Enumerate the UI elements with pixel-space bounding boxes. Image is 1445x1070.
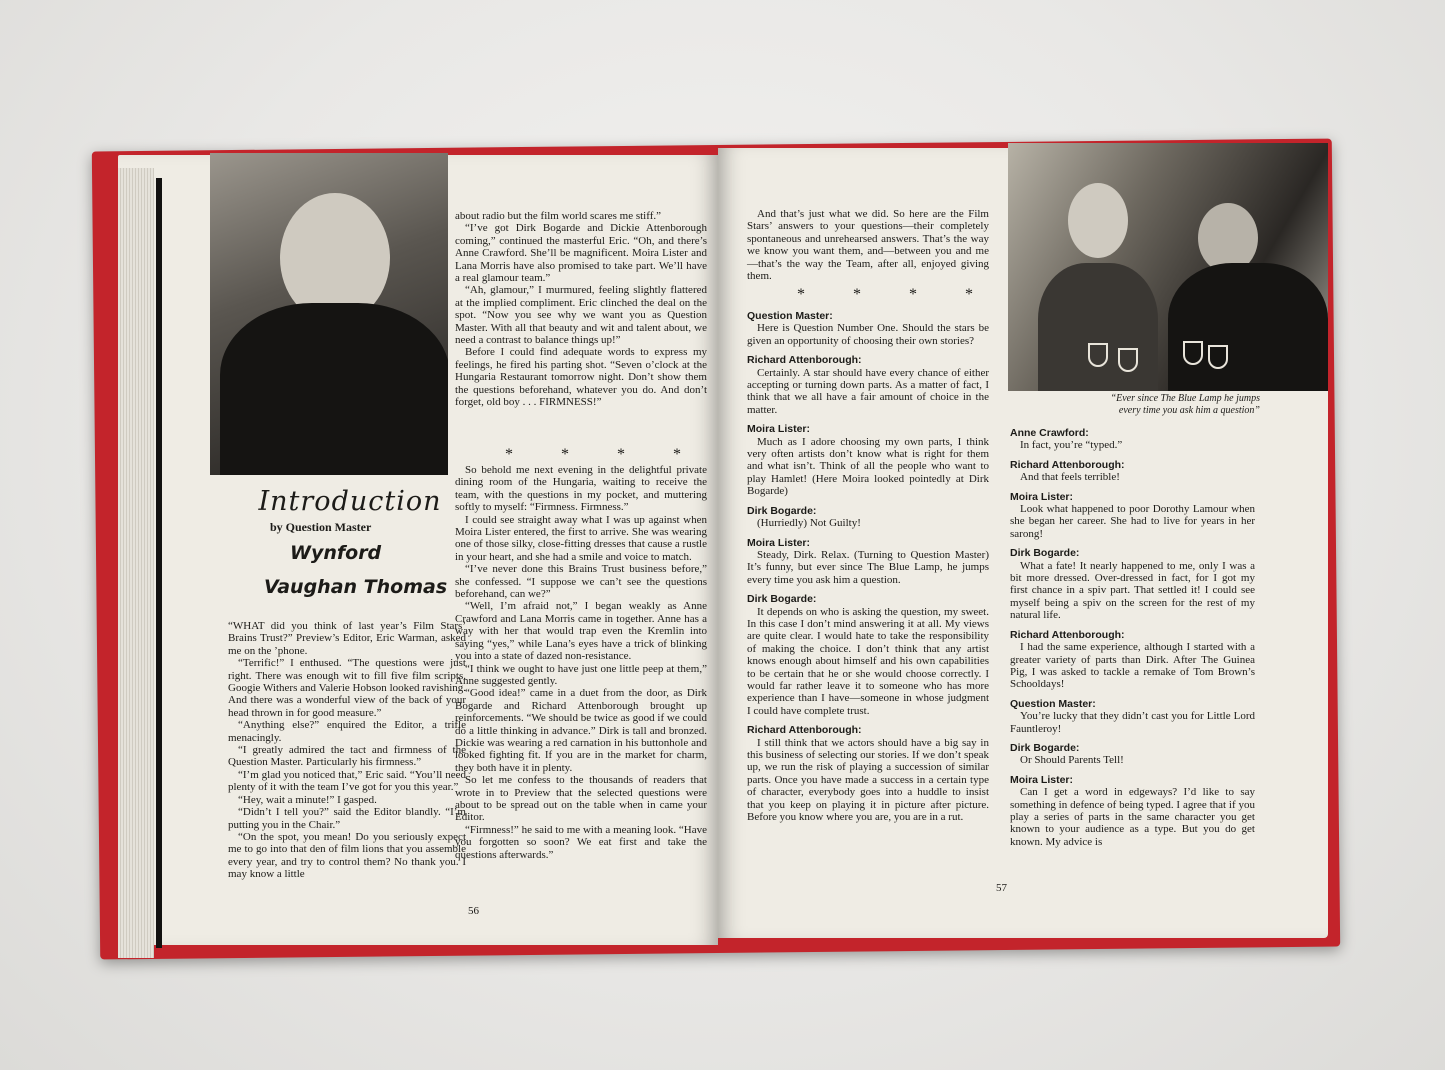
left-column-2a	[455, 210, 707, 409]
paragraph: “Well, I’m afraid not,” I began weakly as Anne Crawford and Lana Morris came in together. Anne has a way with her that would trap even the Kremlin into saying “yes,” while Lana’s eyes have a trick of blinking you into a state of dazed non-resistance.	[455, 600, 707, 663]
paragraph: “Good idea!” came in a duet from the door, as Dirk Bogarde and Richard Attenborough brought up reinforcements. “We should be twice as good if we could do a little thinking in advance.” Dirk is tall and bronzed. Dickie was wearing a red carnation in his buttonhole and looked fighting fit. If you are in the market for charm, they both have it in plenty.	[455, 687, 707, 774]
answer: What a fate! It nearly happened to me, only I was a bit more dressed. Over-dressed in fact, for I got my first chance in a spiv part. That settled it! I could see myself being a spiv on the screen for the rest of my natural life.	[1010, 559, 1255, 622]
speaker: Moira Lister:	[747, 423, 811, 436]
paragraph: “Didn’t I tell you?” said the Editor blandly. “I’m putting you in the Chair.”	[228, 806, 466, 831]
left-column-2b	[455, 464, 707, 861]
answer: In fact, you’re “typed.”	[1020, 439, 1123, 452]
speaker: Question Master:	[1010, 697, 1096, 710]
paragraph: about radio but the film world scares me stiff.”	[455, 210, 661, 222]
paragraph: “Terrific!” I enthused. “The questions were just right. There was enough wit to fill five film scripts. Googie Withers and Valerie Hobson looked ravishing. And there was a wonderful view of the back of your head thrown in for good measure.”	[228, 657, 466, 719]
answer: (Hurriedly) Not Guilty!	[757, 517, 861, 530]
paragraph: “I’ve never done this Brains Trust business before,” she confessed. “I suppose we can’t see the questions beforehand, can we?”	[455, 563, 707, 601]
black-margin-bar	[156, 178, 162, 948]
paragraph: “I greatly admired the tact and firmness of the Question Master. Particularly his firmness.”	[228, 744, 466, 769]
right-intro	[747, 208, 989, 282]
answer: I had the same experience, although I started with a greater variety of parts than Dirk. After The Guinea Pig, I was asked to tackle a remake of Tom Brown’s Schooldays!	[1010, 641, 1255, 691]
byline: by Question Master	[270, 520, 372, 534]
answer: Much as I adore choosing my own parts, I think very often artists don’t know what is right for them and what isn’t. Think of all the people who want to play Hamlet! (Here Moira looked pointedly at Dirk Bogarde)	[747, 435, 989, 498]
right-column-2	[1010, 420, 1255, 848]
answer: I still think that we actors should have a big say in this business of selecting our stories. If we don’t speak up, we run the risk of playing a succession of similar parts. Once you have made a success in a certain type of character, everybody goes into a huddle to insist that you keep on playing it in picture after picture. Before you know where you are, you are in a rut.	[747, 736, 989, 824]
speaker: Question Master:	[747, 310, 833, 322]
paragraph: “Firmness!” he said to me with a meaning look. “Have you forgotten so soon? We eat first and take the questions afterwards.”	[455, 823, 707, 861]
page-edges	[118, 168, 154, 958]
paragraph: And that’s just what we did. So here are the Film Stars’ answers to your questions—their completely spontaneous and unrehearsed answers. That’s the way we know you want them, and—between you and me—that’s the way the Team, after all, enjoyed giving them.	[747, 208, 989, 283]
answer: Look what happened to poor Dorothy Lamour when she began her career. She had to live for years in her sarong!	[1010, 503, 1255, 540]
photo-caption	[1020, 393, 1260, 417]
speaker: Richard Attenborough:	[747, 354, 862, 367]
speaker: Richard Attenborough:	[1010, 628, 1125, 641]
answer: Can I get a word in edgeways? I’d like to say something in defence of being typed. I agree that if you play a series of parts in the same character you get known to your audience as a type. But you do get known. My advice is	[1010, 786, 1255, 848]
speaker: Dirk Bogarde:	[747, 504, 817, 517]
paragraph: “Ah, glamour,” I murmured, feeling slightly flattered at the implied compliment. Eric clinched the deal on the spot. “Now you see why we want you as Question Master. With all that beauty and wit and talent about, we need a contrast to balance things up!”	[455, 284, 707, 347]
paragraph: “Anything else?” enquired the Editor, a trifle menacingly.	[228, 719, 466, 744]
speaker: Moira Lister:	[1010, 490, 1074, 503]
paragraph: Before I could find adequate words to express my feelings, he fired his parting shot. “Seven o’clock at the Hungaria Restaurant tomorrow night. Don’t show them the questions beforehand, whatever you do. And don’t forget, old boy . . . FIRMNESS!”	[455, 346, 707, 409]
paragraph: So let me confess to the thousands of readers that wrote in to Preview that the selected questions were about to be spread out on the table when in came your Editor.	[455, 774, 707, 824]
paragraph: I could see straight away what I was up against when Moira Lister entered, the first to arrive. She was wearing one of those silky, close-fitting dresses that cause a rustle in your heart, and she had a smile and voice to match.	[455, 513, 707, 563]
man-suit	[1168, 263, 1328, 391]
answer: It depends on who is asking the question, my sweet. In this case I don’t mind answering it at all. My views are quite clear. I would hate to take the responsibility of making the choice. I don’t think that any artist knows enough about himself and his own capabilities to be certain that he or she would choose correctly. I would far rather leave it to someone who has more experience than I have—someone in whose judgment I could have complete trust.	[747, 605, 989, 717]
answer: Or Should Parents Tell!	[1020, 754, 1124, 767]
team-photo	[1008, 143, 1328, 391]
answer: You’re lucky that they didn’t cast you for Little Lord Fauntleroy!	[1010, 710, 1255, 735]
wine-glass	[1208, 345, 1228, 369]
answer: Here is Question Number One. Should the stars be given an opportunity of choosing their own stories?	[747, 322, 989, 347]
speaker: Dirk Bogarde:	[1010, 547, 1080, 560]
speaker: Dirk Bogarde:	[747, 593, 817, 606]
answer: Certainly. A star should have every chance of either accepting or turning down parts. As a matter of fact, I think that we all have a fair amount of choice in the matter.	[747, 366, 989, 416]
portrait-suit	[220, 303, 448, 475]
paragraph: “Hey, wait a minute!” I gasped.	[238, 793, 377, 806]
left-column-1	[228, 620, 466, 881]
paragraph: “WHAT did you think of last year’s Film Stars’ Brains Trust?” Preview’s Editor, Eric Warman, asked me on the ’phone.	[228, 620, 466, 657]
right-column-1	[747, 303, 989, 823]
wine-glass	[1183, 341, 1203, 365]
paragraph: So behold me next evening in the delightful private dining room of the Hungaria, waiting to receive the team, with the questions in my pocket, and muttering softly to myself: “Firmness. Firmness.”	[455, 464, 707, 514]
author-first-name: Wynford	[290, 542, 382, 564]
author-last-name: Vaughan Thomas	[264, 576, 448, 598]
portrait-photo	[210, 153, 448, 475]
speaker: Richard Attenborough:	[1010, 458, 1125, 471]
intro-title: Introduction	[258, 486, 442, 517]
section-stars: * * * *	[797, 286, 995, 303]
speaker: Dirk Bogarde:	[1010, 741, 1080, 754]
speaker: Moira Lister:	[1010, 773, 1074, 786]
paragraph: “I’ve got Dirk Bogarde and Dickie Attenborough coming,” continued the masterful Eric. “Oh, and there’s Anne Crawford. She’ll be magnificent. Moira Lister and Lana Morris have also promised to take part. We’ll have a real glamour team.”	[455, 222, 707, 285]
paragraph: “On the spot, you mean! Do you seriously expect me to go into that den of film lions that you assemble every year, and try to control them? No thank you. I may know a little	[228, 830, 466, 881]
wine-glass	[1118, 348, 1138, 372]
page-number-right: 57	[996, 882, 1007, 894]
paragraph: “I think we ought to have just one little peep at them,” Anne suggested gently.	[455, 662, 707, 687]
answer: Steady, Dirk. Relax. (Turning to Question Master) It’s funny, but ever since The Blue Lamp, he jumps every time you ask him a question.	[747, 548, 989, 586]
page-number-left: 56	[468, 905, 479, 917]
speaker: Moira Lister:	[747, 536, 811, 549]
paragraph: “I’m glad you noticed that,” Eric said. “You’ll need plenty of it with the team I’ve got for you this year.”	[228, 768, 466, 794]
speaker: Richard Attenborough:	[747, 724, 862, 737]
wine-glass	[1088, 343, 1108, 367]
woman-face	[1068, 183, 1128, 258]
section-stars: * * * *	[505, 446, 703, 463]
caption-line: every time you ask him a question”	[1118, 405, 1260, 416]
woman-dress	[1038, 263, 1158, 391]
speaker: Anne Crawford:	[1010, 427, 1089, 439]
caption-line: “Ever since The Blue Lamp he jumps	[1110, 393, 1260, 404]
answer: And that feels terrible!	[1020, 471, 1120, 484]
